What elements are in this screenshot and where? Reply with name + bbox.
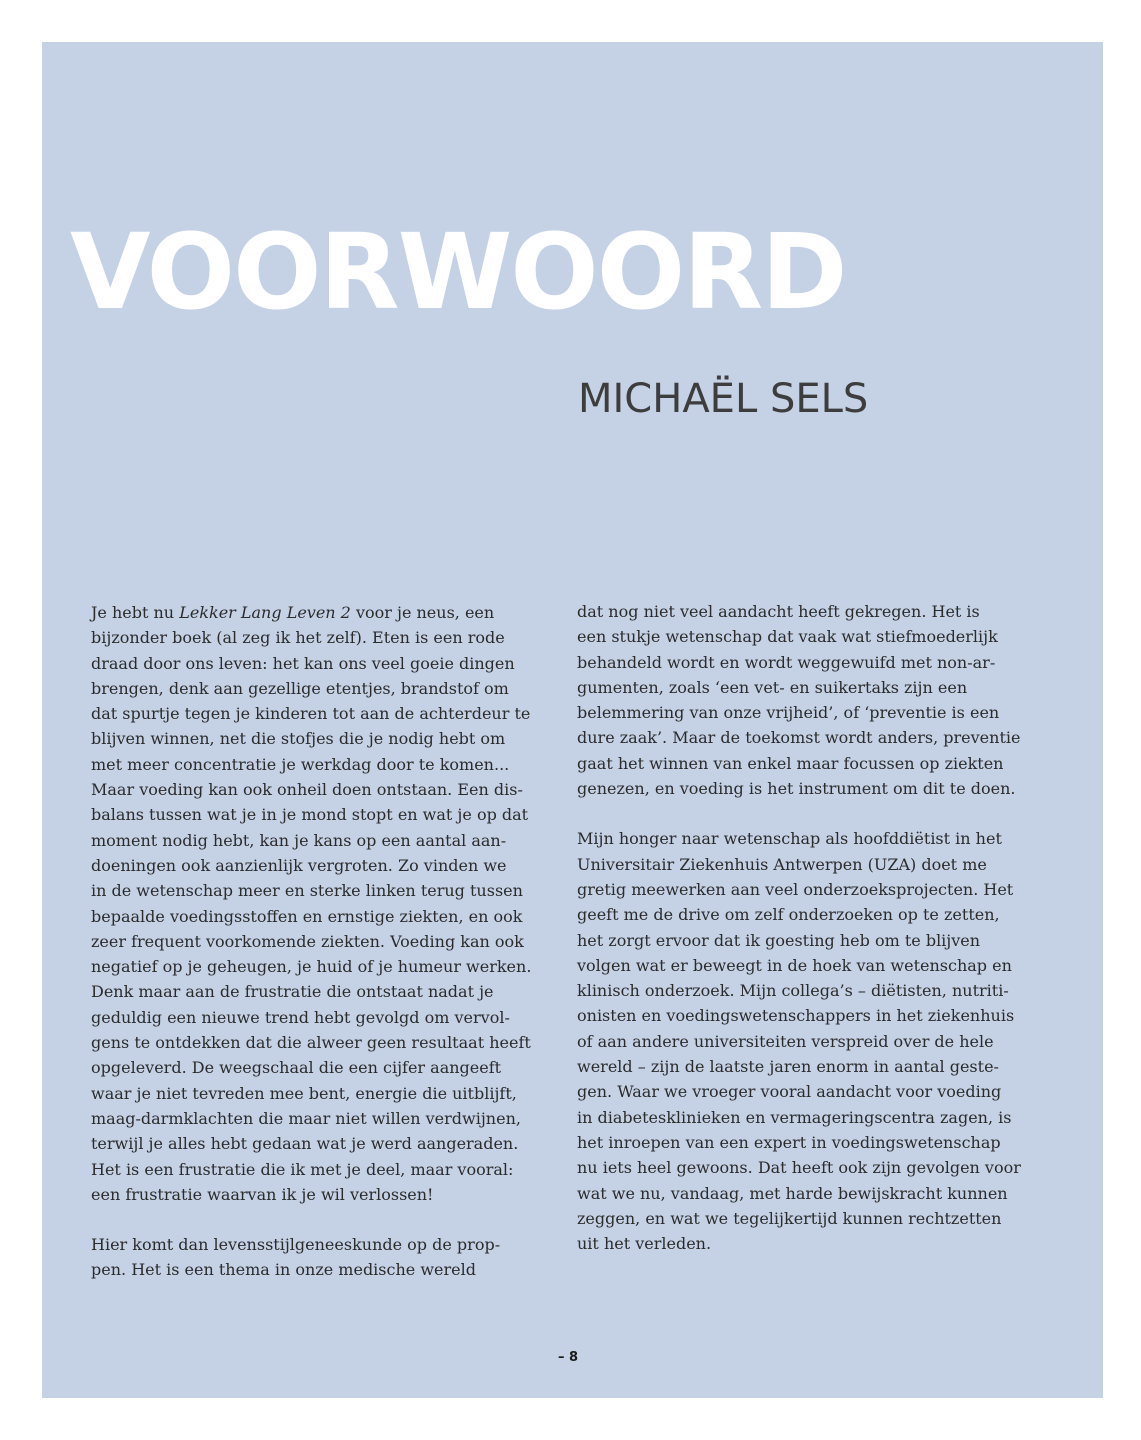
right-paragraph-1: dat nog niet veel aandacht heeft gekregen. Het is een stukje wetenschap dat vaak wat stiefmoederlijk behandeld wordt en wordt weggewuifd met non-ar- gumenten, zoals ‘een vet- en suikertaks zijn een belemmering van onze vrijheid’, of ‘preventie is een dure zaak’. Maar de toekomst wordt anders, preventie gaat het winnen van enkel maar focussen op ziekten genezen, en voeding is het instrument om dit te doen. — [577, 602, 1021, 799]
left-paragraph-1 — [91, 600, 541, 1207]
page-panel — [42, 42, 1103, 1398]
right-paragraph-2: Mijn honger naar wetenschap als hoofddiëtist in het Universitair Ziekenhuis Antwerpen (UZA) doet me gretig meewerken aan veel onderzoeksprojecten. Het geeft me de drive om zelf onderzoeken op te zetten, het zorgt ervoor dat ik goesting heb om te blijven volgen wat er beweegt in de hoek van wetenschap en klinisch onderzoek. Mijn collega’s – diëtisten, nutriti- onisten en voedingswetenschappers in het ziekenhuis of aan andere universiteiten verspreid over de hele wereld – zijn de laatste jaren enorm in aantal geste- gen. Waar we vroeger vooral aandacht voor voeding in diabetesklinieken en vermageringscentra zagen, is het inroepen van een expert in voedingswetenschap nu iets heel gewoons. Dat heeft ook zijn gevolgen voor wat we nu, vandaag, met harde bewijskracht kunnen zeggen, en wat we tegelijkertijd kunnen rechtzetten uit het verleden. — [577, 829, 1021, 1254]
left-paragraph-2: Hier komt dan levensstijlgeneeskunde op de prop- pen. Het is een thema in onze medische wereld — [91, 1235, 501, 1280]
page-number: – 8 — [558, 1350, 579, 1365]
left-text-column — [91, 600, 541, 1308]
right-text-column — [577, 599, 1027, 1281]
intro-text: Je hebt nu — [91, 603, 180, 622]
intro-continuation: voor je neus, een bijzonder boek (al zeg ik het zelf). Eten is een rode draad door ons leven: het kan ons veel goeie dingen brengen, denk aan gezellige etentjes, brandstof om dat spurtje tegen je kinderen tot aan de achterdeur te blijven winnen, net die stofjes die je nodig hebt om met meer concentratie je werkdag door te komen... Maar voeding kan ook onheil doen ontstaan. Een dis- balans tussen wat je in je mond stopt en wat je op dat moment nodig hebt, kan je kans op een aantal aan- doeningen ook aanzienlijk vergroten. Zo vinden we in de wetenschap meer en sterke linken terug tussen bepaalde voedingsstoffen en ernstige ziekten, en ook zeer frequent voorkomende ziekten. Voeding kan ook negatief op je geheugen, je huid of je humeur werken. Denk maar aan de frustratie die ontstaat nadat je geduldig een nieuwe trend hebt gevolgd om vervol- gens te ontdekken dat die alweer geen resultaat heeft opgeleverd. De weegschaal die een cijfer aangeeft waar je niet tevreden mee bent, energie die uitblijft, maag-darmklachten die maar niet willen verdwijnen, terwijl je alles hebt gedaan wat je werd aangeraden. Het is een frustratie die ik met je deel, maar vooral: een frustratie waarvan ik je wil verlossen! — [91, 603, 532, 1204]
book-title: Lekker Lang Leven 2 — [179, 603, 351, 622]
author-name: MICHAËL SELS — [578, 376, 869, 422]
page-title: VOORWOORD — [70, 211, 846, 333]
